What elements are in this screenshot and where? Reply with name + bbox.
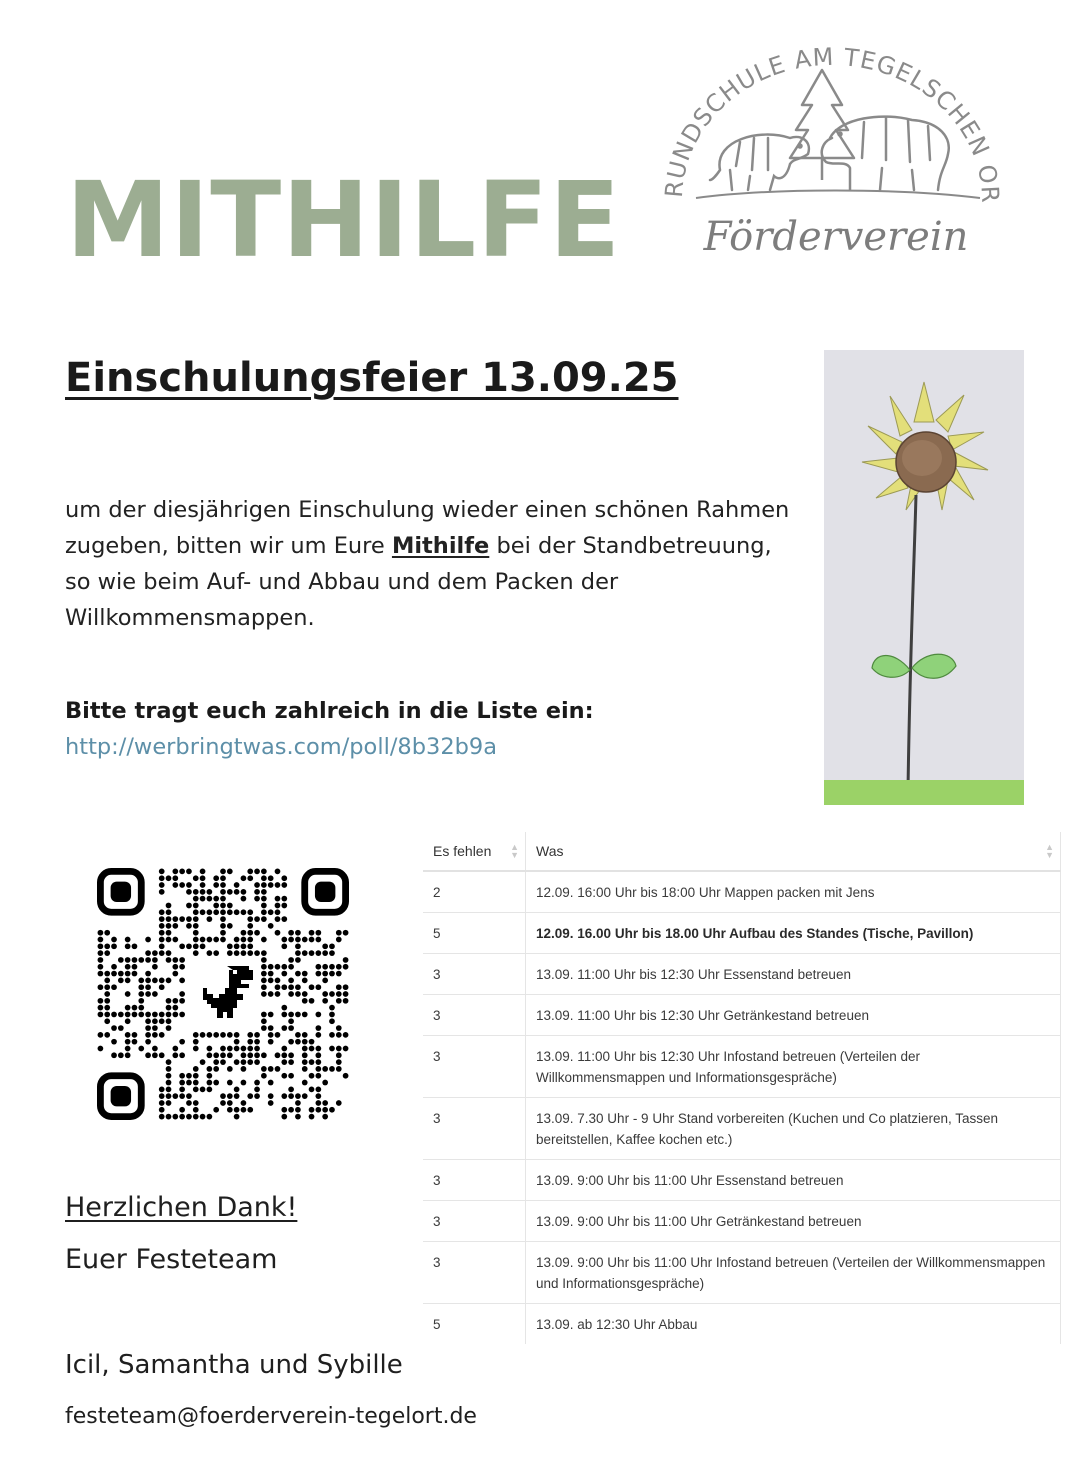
missing-count: 3 (423, 1098, 526, 1160)
logo-arc-text: RUNDSCHULE AM TEGELSCHEN OR (659, 42, 1005, 203)
intro-part2: bei der Standbetreuung, so wie beim Auf- und Abbau und dem Packen der Willkommensmappen. (65, 533, 772, 631)
task-description: 13.09. ab 12:30 Uhr Abbau (526, 1304, 1061, 1345)
poll-link[interactable]: http://werbringtwas.com/poll/8b32b9a (65, 734, 498, 760)
intro-part1: um der diesjährigen Einschulung wieder einen schönen Rahmen zugeben, bitten wir um Eure (65, 497, 790, 559)
missing-count: 5 (433, 1317, 441, 1332)
table-row (423, 913, 1061, 954)
page-headline: MITHILFE (66, 159, 622, 281)
missing-count: 3 (423, 1160, 526, 1201)
header-label: Was (536, 843, 564, 859)
intro-highlight: Mithilfe (391, 533, 490, 559)
sort-icon[interactable]: ▲ ▼ (1045, 842, 1054, 860)
missing-count: 3 (423, 954, 526, 995)
foerderverein-logo (650, 30, 1020, 300)
table-row (423, 1304, 1061, 1345)
qr-code-icon (97, 868, 349, 1120)
task-description: 13.09. 7.30 Uhr - 9 Uhr Stand vorbereiten (Kuchen und Co platzieren, Tassen bereitstellen, Kaffee kochen etc.) (526, 1098, 1061, 1160)
task-description: 13.09. 9:00 Uhr bis 11:00 Uhr Essenstand betreuen (526, 1160, 1061, 1201)
header-es-fehlen[interactable] (423, 832, 526, 871)
task-description: 13.09. 9:00 Uhr bis 11:00 Uhr Infostand betreuen (Verteilen der Willkommensmappen und Informationsgespräche) (526, 1242, 1061, 1304)
task-description: 13.09. 9:00 Uhr bis 11:00 Uhr Getränkestand betreuen (526, 1201, 1061, 1242)
missing-count: 3 (423, 1201, 526, 1242)
task-description: 12.09. 16.00 Uhr bis 18.00 Uhr Aufbau des Standes (Tische, Pavillon) (526, 913, 1061, 954)
task-description: 13.09. 11:00 Uhr bis 12:30 Uhr Essenstand betreuen (526, 954, 1061, 995)
table-row (423, 1160, 1061, 1201)
header-was[interactable] (526, 832, 1061, 871)
table-row (423, 1201, 1061, 1242)
missing-count: 3 (423, 995, 526, 1036)
volunteer-table (423, 832, 1061, 1344)
contact-email[interactable]: festeteam@foerderverein-tegelort.de (65, 1404, 477, 1429)
logo-graphic (650, 30, 1020, 300)
missing-count: 3 (423, 1036, 526, 1098)
table-row (423, 1098, 1061, 1160)
svg-text:GRUNDSCHULE AM TEGELSCHEN ORT (650, 30, 1004, 202)
event-title: Einschulungsfeier 13.09.25 (65, 355, 679, 401)
logo-name: Förderverein (703, 214, 969, 260)
missing-count: 2 (423, 871, 526, 913)
tapir-icon (710, 117, 949, 190)
thanks-text: Herzlichen Dank! (65, 1192, 298, 1223)
sort-icon[interactable]: ▲ ▼ (510, 842, 519, 860)
missing-count: 3 (423, 1242, 526, 1304)
task-description: 12.09. 16:00 Uhr bis 18:00 Uhr Mappen packen mit Jens (526, 871, 1061, 913)
table-row (423, 1242, 1061, 1304)
table-row (423, 995, 1061, 1036)
signup-label: Bitte tragt euch zahlreich in die Liste ein: (65, 698, 594, 724)
table-row (423, 954, 1061, 995)
sunflower-drawing (824, 350, 1024, 805)
signoff-text: Euer Festeteam (65, 1244, 278, 1275)
qr-code[interactable] (97, 868, 349, 1120)
table-row (423, 871, 1061, 913)
task-description: 13.09. 11:00 Uhr bis 12:30 Uhr Getränkestand betreuen (526, 995, 1061, 1036)
table-header-row (423, 832, 1061, 871)
task-description: 13.09. 11:00 Uhr bis 12:30 Uhr Infostand betreuen (Verteilen der Willkommensmappen und Informationsgespräche) (526, 1036, 1061, 1098)
team-names: Icil, Samantha und Sybille (65, 1350, 403, 1380)
sunflower-icon (824, 350, 1024, 805)
intro-text (65, 492, 795, 636)
header-label: Es fehlen (433, 843, 492, 859)
table-row (423, 1036, 1061, 1098)
missing-count: 5 (423, 913, 526, 954)
